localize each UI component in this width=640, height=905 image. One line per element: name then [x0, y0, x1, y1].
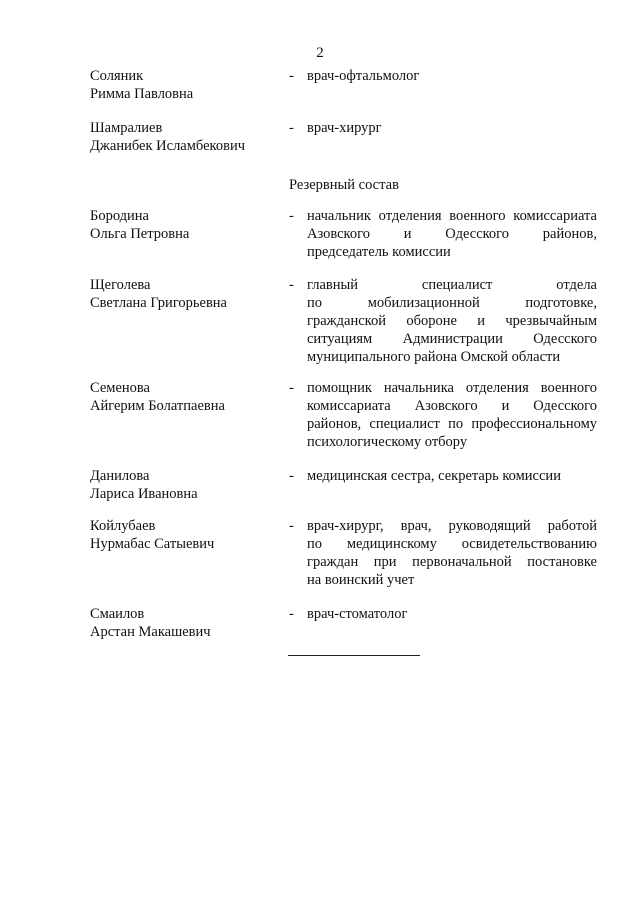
- member-given-name: Римма Павловна: [90, 86, 194, 102]
- member-given-name: Арстан Макашевич: [90, 624, 211, 640]
- member-position: [307, 379, 597, 451]
- position-line: ситуациям Администрации Одесского: [307, 331, 597, 347]
- member-name: [90, 119, 280, 155]
- member-given-name: Джанибек Исламбекович: [90, 138, 245, 154]
- list-dash: -: [289, 468, 294, 484]
- position-line: Азовского и Одесского районов,: [307, 226, 597, 242]
- list-dash: -: [289, 68, 294, 84]
- position-line: районов, специалист по профессиональному: [307, 416, 597, 432]
- member-position: [307, 517, 597, 589]
- list-dash: -: [289, 380, 294, 396]
- member-position: [307, 605, 597, 623]
- list-dash: -: [289, 208, 294, 224]
- position-line: граждан при первоначальной постановке: [307, 554, 597, 570]
- position-line: гражданской обороне и чрезвычайным: [307, 313, 597, 329]
- member-surname: Койлубаев: [90, 518, 156, 534]
- position-line: комиссариата Азовского и Одесского: [307, 398, 597, 414]
- position-line: помощник начальника отделения военного: [307, 380, 597, 396]
- position-line: на воинский учет: [307, 572, 415, 588]
- member-given-name: Светлана Григорьевна: [90, 295, 227, 311]
- position-line: муниципального района Омской области: [307, 349, 561, 365]
- position-line: психологическому отбору: [307, 434, 468, 450]
- position-line: медицинская сестра, секретарь комиссии: [307, 468, 561, 484]
- section-title: Резервный состав: [289, 177, 399, 193]
- member-position: [307, 67, 597, 85]
- member-name: [90, 207, 280, 243]
- member-name: [90, 605, 280, 641]
- member-surname: Бородина: [90, 208, 149, 224]
- member-given-name: Лариса Ивановна: [90, 486, 198, 502]
- position-line: врач-офтальмолог: [307, 68, 420, 84]
- member-position: [307, 119, 597, 137]
- position-line: врач-хирург: [307, 120, 382, 136]
- member-name: [90, 379, 280, 415]
- member-surname: Соляник: [90, 68, 144, 84]
- member-position: [307, 467, 597, 485]
- position-line: по медицинскому освидетельствованию: [307, 536, 597, 552]
- member-given-name: Нурмабас Сатыевич: [90, 536, 215, 552]
- member-surname: Семенова: [90, 380, 150, 396]
- position-line: по мобилизационной подготовке,: [307, 295, 597, 311]
- page-number: 2: [316, 45, 324, 61]
- position-line: начальник отделения военного комиссариата: [307, 208, 597, 224]
- list-dash: -: [289, 120, 294, 136]
- closing-rule: [288, 655, 420, 656]
- member-surname: Щеголева: [90, 277, 151, 293]
- member-surname: Смаилов: [90, 606, 145, 622]
- member-given-name: Айгерим Болатпаевна: [90, 398, 225, 414]
- position-line: председатель комиссии: [307, 244, 451, 260]
- member-surname: Данилова: [90, 468, 150, 484]
- list-dash: -: [289, 606, 294, 622]
- member-name: [90, 67, 280, 103]
- member-name: [90, 517, 280, 553]
- position-line: врач-стоматолог: [307, 606, 408, 622]
- position-line: врач-хирург, врач, руководящий работой: [307, 518, 597, 534]
- member-given-name: Ольга Петровна: [90, 226, 190, 242]
- member-surname: Шамралиев: [90, 120, 163, 136]
- list-dash: -: [289, 518, 294, 534]
- member-position: [307, 207, 597, 261]
- member-position: [307, 276, 597, 366]
- member-name: [90, 467, 280, 503]
- position-line: главный специалист отдела: [307, 277, 597, 293]
- member-name: [90, 276, 280, 312]
- list-dash: -: [289, 277, 294, 293]
